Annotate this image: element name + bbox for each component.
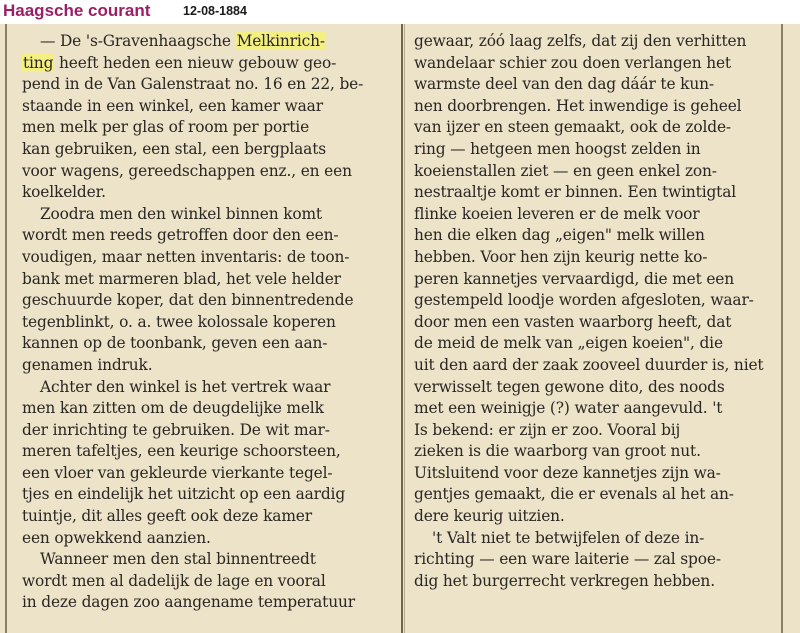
line-text: peren kannetjes vervaardigd, die met een: [414, 269, 735, 288]
line-text: der inrichting te gebruiken. De wit mar-: [22, 420, 330, 439]
line-text: bank met marmeren blad, het vele helder: [22, 269, 341, 288]
line-text: dere keurig uitzien.: [414, 507, 565, 526]
article-line: [22, 161, 392, 183]
left-column-rule: [5, 24, 7, 633]
line-text: pend in de Van Galenstraat no. 16 en 22, be-: [22, 75, 364, 94]
line-text: een vloer van gekleurde vierkante tegel-: [22, 463, 333, 482]
line-text: een opwekkend aanzien.: [22, 528, 211, 547]
line-text: nen doorbrengen. Het inwendige is geheel: [414, 96, 742, 115]
line-text: tegenblinkt, o. a. twee kolossale koperen: [22, 312, 336, 331]
article-line: [414, 484, 778, 506]
line-text: Zoodra men den winkel binnen komt: [40, 204, 322, 223]
article-line: [22, 333, 392, 355]
article-line: [22, 290, 392, 312]
column-divider: [401, 24, 403, 633]
line-text: hebben. Voor hen zijn keurig nette ko-: [414, 247, 708, 266]
line-text: tuintje, dit alles geeft ook deze kamer: [22, 507, 312, 526]
line-text: zieken is die waarborg van groot nut.: [414, 442, 701, 461]
line-text: kannen op de toonbank, geven een aan-: [22, 334, 328, 353]
line-text: meren tafeltjes, een keurige schoorsteen,: [22, 442, 341, 461]
line-text: kan gebruiken, een stal, een bergplaats: [22, 139, 326, 158]
article-line: [414, 204, 778, 226]
line-text: — De 's-Gravenhaagsche: [40, 32, 236, 50]
line-text: genamen indruk.: [22, 355, 153, 374]
line-text: flinke koeien leveren er de melk voor: [414, 204, 700, 223]
line-text: Uitsluitend voor deze kannetjes zijn wa-: [414, 463, 721, 482]
line-text: gentjes gemaakt, die er evenals al het an-: [414, 485, 734, 504]
line-text: wordt men al dadelijk de lage en vooral: [22, 571, 326, 590]
line-text: in deze dagen zoo aangename temperatuur: [22, 593, 355, 612]
line-text: ring — hetgeen men hoogst zelden in: [414, 139, 701, 158]
newspaper-title: Haagsche courant: [3, 1, 151, 20]
article-line: [414, 441, 778, 463]
article-line: [414, 398, 778, 420]
article-line: [414, 312, 778, 334]
line-text: uit den aard der zaak zooveel duurder is, niet: [414, 355, 764, 374]
line-text: gewaar, zóó laag zelfs, dat zij den verhitten: [414, 32, 747, 50]
article-line: [22, 139, 392, 161]
article-line: [414, 139, 778, 161]
article-line: [22, 398, 392, 420]
article-line: [22, 204, 392, 226]
line-text: men kan zitten om de deugdelijke melk: [22, 399, 324, 418]
search-highlight: ting: [23, 53, 54, 72]
article-line: [414, 528, 778, 550]
publication-date: 12-08-1884: [183, 4, 247, 18]
article-line: [22, 549, 392, 571]
line-text: van ijzer en steen gemaakt, ook de zolde-: [414, 118, 731, 137]
line-text: warmste deel van den dag dáár te kun-: [414, 75, 714, 94]
line-text: Is bekend: er zijn er zoo. Vooral bij: [414, 420, 681, 439]
article-line: [414, 117, 778, 139]
article-line: [22, 528, 392, 550]
column-divider-shadow: [404, 24, 405, 633]
line-text: de meid de melk van „eigen koeien", die: [414, 334, 723, 353]
article-line: [414, 333, 778, 355]
line-text: verwisselt tegen gewone dito, des noods: [414, 377, 725, 396]
article-line: [22, 31, 392, 53]
article-line: [22, 247, 392, 269]
line-text: richting — een ware laiterie — zal spoe-: [414, 550, 721, 569]
line-text: tjes en eindelijk het uitzicht op een aardig: [22, 485, 346, 504]
article-line: [22, 463, 392, 485]
line-text: staande in een winkel, een kamer waar: [22, 96, 323, 115]
article-line: [414, 463, 778, 485]
article-line: [22, 484, 392, 506]
article-line: [414, 247, 778, 269]
right-column-rule: [781, 24, 783, 633]
article-line: [22, 377, 392, 399]
article-line: [22, 96, 392, 118]
article-line: [22, 269, 392, 291]
page-header: [0, 0, 800, 24]
article-line: [22, 312, 392, 334]
article-line: [414, 53, 778, 75]
article-line: [414, 290, 778, 312]
line-text: koelkelder.: [22, 183, 106, 202]
article-line: [22, 53, 392, 75]
article-line: [414, 31, 778, 53]
article-line: [22, 420, 392, 442]
line-text: 't Valt niet te betwijfelen of deze in-: [432, 528, 705, 547]
article-line: [22, 441, 392, 463]
article-line: [414, 377, 778, 399]
line-text: wordt men reeds getroffen door den een-: [22, 226, 339, 245]
article-line: [414, 74, 778, 96]
line-text: Wanneer men den stal binnentreedt: [40, 550, 316, 569]
line-text: heeft heden een nieuw gebouw geo-: [54, 53, 337, 72]
line-text: geschuurde koper, dat den binnentredende: [22, 291, 354, 310]
article-column-right: [414, 31, 778, 592]
line-text: door men een vasten waarborg heeft, dat: [414, 312, 732, 331]
newspaper-clipping: [0, 24, 800, 633]
article-line: [22, 592, 392, 614]
search-highlight: Melkinrich-: [236, 32, 325, 50]
article-line: [414, 96, 778, 118]
article-column-left: [22, 31, 392, 614]
article-line: [22, 117, 392, 139]
article-line: [22, 506, 392, 528]
article-line: [414, 420, 778, 442]
line-text: men melk per glas of room per portie: [22, 118, 310, 137]
article-line: [414, 225, 778, 247]
line-text: gestempeld loodje worden afgesloten, waar-: [414, 291, 754, 310]
article-line: [414, 161, 778, 183]
article-line: [414, 269, 778, 291]
line-text: met een weinigje (?) water aangevuld. 't: [414, 399, 723, 418]
line-text: koeienstallen ziet — en geen enkel zon-: [414, 161, 717, 180]
article-line: [22, 355, 392, 377]
line-text: wandelaar schier zou doen verlangen het: [414, 53, 731, 72]
line-text: voor wagens, gereedschappen enz., en een: [22, 161, 352, 180]
article-line: [22, 182, 392, 204]
article-line: [22, 225, 392, 247]
article-line: [22, 74, 392, 96]
article-line: [414, 182, 778, 204]
article-line: [22, 571, 392, 593]
article-line: [414, 571, 778, 593]
article-line: [414, 549, 778, 571]
line-text: hen die elken dag „eigen" melk willen: [414, 226, 705, 245]
line-text: dig het burgerrecht verkregen hebben.: [414, 571, 715, 590]
article-line: [414, 355, 778, 377]
line-text: Achter den winkel is het vertrek waar: [40, 377, 331, 396]
line-text: voudigen, maar netten inventaris: de toon-: [22, 247, 350, 266]
article-line: [414, 506, 778, 528]
line-text: nestraaltje komt er binnen. Een twintigtal: [414, 183, 736, 202]
